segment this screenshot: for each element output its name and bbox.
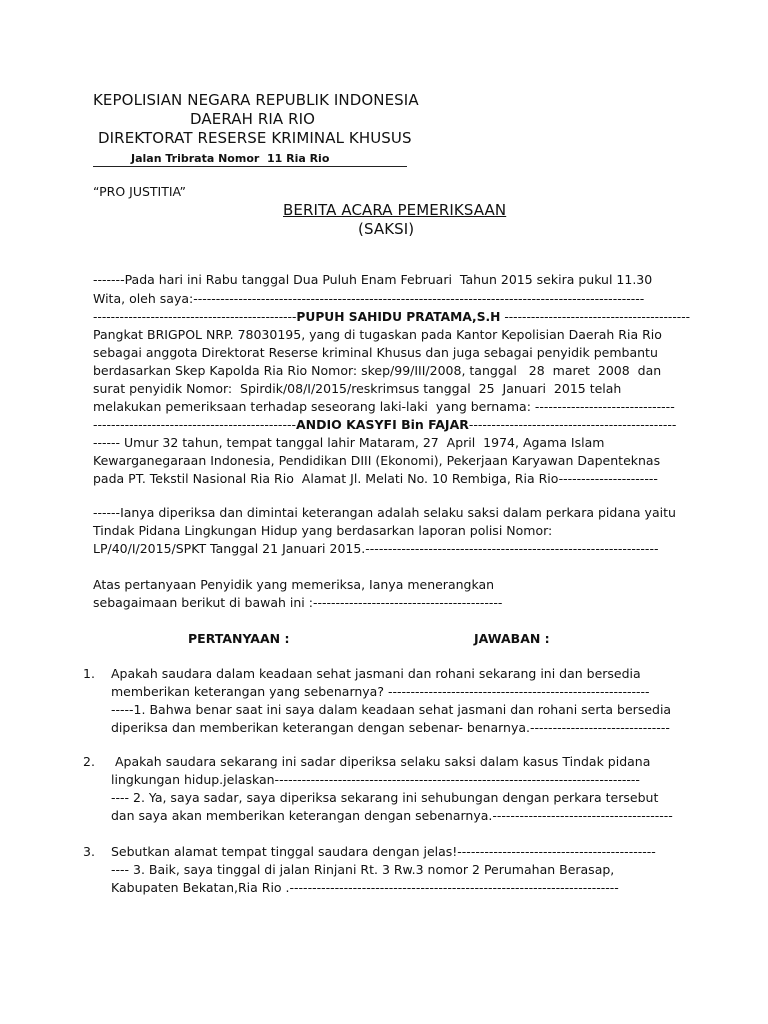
officer-detail-4: surat penyidik Nomor: Spirdik/08/I/2015/reskrimsus tanggal 25 Januari 2015 telah (93, 381, 622, 396)
officer-detail-3: berdasarkan Skep Kapolda Ria Rio Nomor: skep/99/III/2008, tanggal 28 maret 2008 dan (93, 363, 662, 378)
officer-name: PUPUH SAHIDU PRATAMA,S.H (296, 309, 501, 324)
qa-2-line-3: ---- 2. Ya, saya sadar, saya diperiksa sekarang ini sehubungan dengan perkara tersebut (111, 790, 659, 805)
qa-1-line-1: Apakah saudara dalam keadaan sehat jasmani dan rohani sekarang ini dan bersedia (111, 666, 641, 681)
qa-3-line-3: Kabupaten Bekatan,Ria Rio .------------------------------------------------------------------------- (111, 880, 619, 895)
case-line-3: LP/40/I/2015/SPKT Tanggal 21 Januari 2015.----------------------------------------------------------------- (93, 541, 659, 556)
witness-detail-3: pada PT. Tekstil Nasional Ria Rio Alamat Jl. Melati No. 10 Rembiga, Ria Rio---------------------- (93, 471, 658, 486)
qa-1-line-2: memberikan keterangan yang sebenarnya? ---------------------------------------------------------- (111, 684, 650, 699)
qa-2-line-2: lingkungan hidup.jelaskan--------------------------------------------------------------------------------- (111, 772, 640, 787)
case-line-1: ------Ianya diperiksa dan dimintai keterangan adalah selaku saksi dalam perkara pidana yaitu (93, 505, 676, 520)
officer-detail-2: sebagai anggota Direktorat Reserse kriminal Khusus dan juga sebagai penyidik pembantu (93, 345, 658, 360)
witness-detail-2: Kewarganegaraan Indonesia, Pendidikan DIII (Ekonomi), Pekerjaan Karyawan Dapenteknas (93, 453, 661, 468)
witness-prefix: --------------------------------------------- (93, 417, 296, 432)
qa-1-line-4: diperiksa dan memberikan keterangan dengan sebenar- benarnya.------------------------------- (111, 720, 670, 735)
officer-prefix: ---------------------------------------------- (93, 309, 297, 324)
qa-1-number: 1. (83, 666, 95, 681)
document-subtitle: (SAKSI) (358, 220, 415, 238)
pro-justitia: “PRO JUSTITIA” (93, 184, 187, 199)
qa-2-line-1: Apakah saudara sekarang ini sadar diperiksa selaku saksi dalam kasus Tindak pidana (111, 754, 651, 769)
document-title: BERITA ACARA PEMERIKSAAN (283, 201, 507, 219)
header-region: DAERAH RIA RIO (190, 110, 316, 128)
header-institution: KEPOLISIAN NEGARA REPUBLIK INDONESIA (93, 91, 419, 109)
officer-line (93, 308, 690, 326)
opening-line-2: Wita, oleh saya:---------------------------------------------------------------------------------------------------- (93, 291, 645, 306)
opening-line-1: -------Pada hari ini Rabu tanggal Dua Puluh Enam Februari Tahun 2015 sekira pukul 11.30 (93, 272, 653, 287)
witness-detail-1: ------ Umur 32 tahun, tempat tanggal lahir Mataram, 27 April 1974, Agama Islam (93, 435, 605, 450)
witness-name: ANDIO KASYFI Bin FAJAR (295, 417, 469, 432)
qa-2-line-4: dan saya akan memberikan keterangan dengan sebenarnya.---------------------------------------- (111, 808, 673, 823)
qa-3-line-1: Sebutkan alamat tempat tinggal saudara dengan jelas!-------------------------------------------- (111, 844, 656, 859)
witness-line (93, 416, 676, 434)
question-column-header: PERTANYAAN : (188, 631, 290, 646)
header-directorate: DIREKTORAT RESERSE KRIMINAL KHUSUS (98, 129, 412, 147)
header-address: Jalan Tribrata Nomor 11 Ria Rio (131, 152, 330, 165)
answer-column-header: JAWABAN : (474, 631, 550, 646)
statement-line-1: Atas pertanyaan Penyidik yang memeriksa, Ianya menerangkan (93, 577, 495, 592)
qa-3-number: 3. (83, 844, 95, 859)
qa-2-number: 2. (83, 754, 95, 769)
witness-suffix: ---------------------------------------------- (468, 417, 677, 432)
officer-suffix: ------------------------------------------ (500, 309, 691, 324)
header-underline (93, 166, 407, 167)
officer-detail-1: Pangkat BRIGPOL NRP. 78030195, yang di tugaskan pada Kantor Kepolisian Daerah Ria Rio (93, 327, 662, 342)
case-line-2: Tindak Pidana Lingkungan Hidup yang berdasarkan laporan polisi Nomor: (93, 523, 553, 538)
qa-1-line-3: -----1. Bahwa benar saat ini saya dalam keadaan sehat jasmani dan rohani serta bersedia (111, 702, 672, 717)
qa-3-line-2: ---- 3. Baik, saya tinggal di jalan Rinjani Rt. 3 Rw.3 nomor 2 Perumahan Berasap, (111, 862, 615, 877)
officer-detail-5: melakukan pemeriksaan terhadap seseorang laki-laki yang bernama: ------------------------------- (93, 399, 675, 414)
statement-line-2: sebagaimaan berikut di bawah ini :------------------------------------------ (93, 595, 503, 610)
